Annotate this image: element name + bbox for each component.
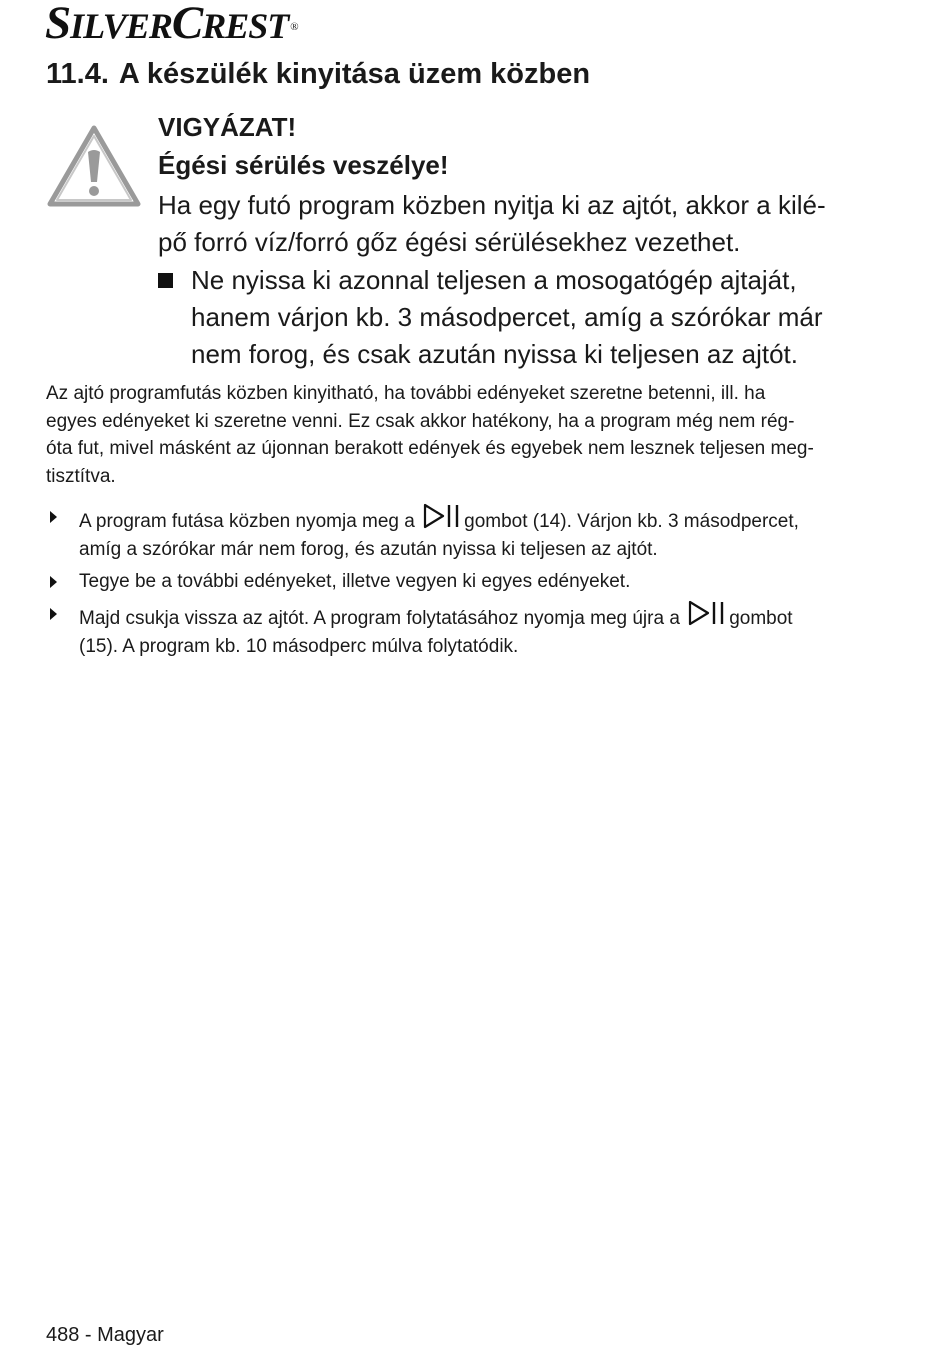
body-line-4: tisztítva. [46,465,116,487]
list-item [46,568,866,596]
play-pause-icon [422,503,462,529]
warning-triangle-icon [46,124,142,208]
warning-line-2: pő forró víz/forró gőz égési sérülésekhez vezethet. [158,227,741,257]
play-pause-icon [687,600,727,626]
hazard-heading: Égési sérülés veszélye! [158,150,449,180]
triangle-bullet-icon [46,600,79,661]
body-line-1: Az ajtó programfutás közben kinyitható, ha további edényeket szeretne betenni, ill. ha [46,383,766,404]
step-2-text: Tegye be a további edényeket, illetve vegyen ki egyes edényeket. [79,571,631,592]
warning-bullet-line-3: nem forog, és csak azután nyissa ki teljesen az ajtót. [191,339,798,369]
warning-bullet-line-2: hanem várjon kb. 3 másodpercet, amíg a szórókar már [191,302,823,332]
warning-block [158,108,878,373]
step-1-text-end: gombot (14). Várjon kb. 3 másodpercet, [464,511,799,532]
triangle-bullet-icon [46,503,79,564]
warning-bullet-text [191,262,823,373]
step-1-text-line-2: amíg a szórókar már nem forog, és azután nyissa ki teljesen az ajtót. [79,539,658,560]
section-heading-text: A készülék kinyitása üzem közben [118,58,591,90]
instruction-steps [46,503,866,665]
square-bullet-icon [158,273,173,288]
body-line-3: óta fut, mivel másként az újonnan berakott edények és egyebek nem lesznek teljesen meg- [46,438,814,459]
caution-heading: VIGYÁZAT! [158,112,297,142]
list-item [46,503,866,564]
warning-bullet [158,262,878,373]
section-title [46,56,590,92]
brand-word-1: ILVER [70,6,172,46]
brand-initial-2: C [171,0,203,49]
section-number: 11.4. [46,58,109,90]
triangle-bullet-icon [46,568,79,596]
list-item [46,600,866,661]
step-1-text-start: A program futása közben nyomja meg a [79,511,415,532]
body-paragraph [46,380,866,490]
warning-bullet-line-1: Ne nyissa ki azonnal teljesen a mosogatógép ajtaját, [191,265,797,295]
warning-line-1: Ha egy futó program közben nyitja ki az ajtót, akkor a kilé- [158,190,826,220]
body-line-2: egyes edényeket ki szeretne venni. Ez csak akkor hatékony, ha a program még nem rég- [46,410,795,432]
brand-word-2: REST [202,6,289,46]
warning-text [158,187,878,261]
step-3-text-line-2: (15). A program kb. 10 másodperc múlva folytatódik. [79,636,519,657]
brand-logo [45,2,298,47]
page-footer: 488 - Magyar [46,1324,164,1346]
step-3-text-start: Majd csukja vissza az ajtót. A program folytatásához nyomja meg újra a [79,608,680,629]
brand-initial-1: S [45,0,71,49]
registered-mark: ® [290,21,298,33]
step-3-text-end: gombot [729,608,793,629]
